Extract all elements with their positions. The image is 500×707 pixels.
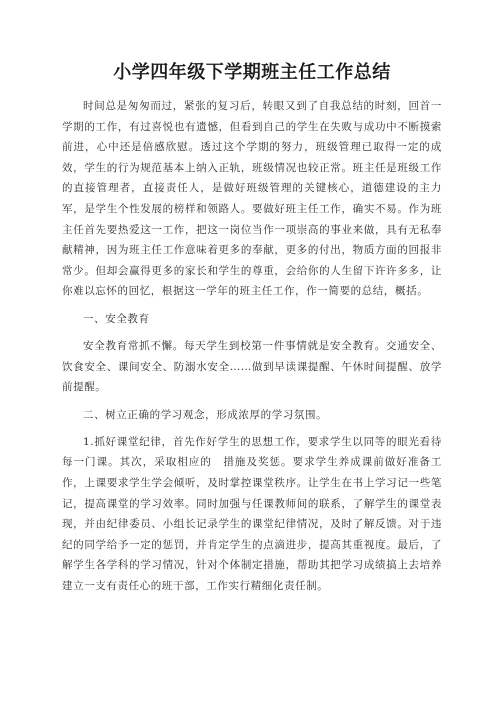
learning-paragraph: 1.抓好课堂纪律，首先作好学生的思想工作，要求学生以同等的眼光看待每一门课。其次，采取相应的 措施及奖惩。要求学生养成课前做好准备工作，上课要求学生学会倾听，及时掌控课堂秩序。让学生在书上学习记一些笔记，提高课堂的学习效率。同时加强与任课教师间的联系，了解学生的课堂表现，并由纪律委员、小组长记录学生的课堂纪律情况，及时了解反馈。对于违纪的同学给予一定的惩罚，并肯定学生的点滴进步，提高其重视度。最后，了解学生各学科的学习情况，针对个体制定措施，帮助其把学习成绩搞上去培养建立一支有责任心的班干部，工作实行精细化责任制。 bbox=[62, 435, 442, 592]
document-title: 小学四年级下学期班主任工作总结 bbox=[113, 62, 391, 83]
intro-paragraph: 时间总是匆匆而过，紧张的复习后，转眼又到了自我总结的时刻，回首一学期的工作，有过喜悦也有遗憾，但看到自己的学生在失败与成功中不断摸索前进，心中还是倍感欣慰。透过这个学期的努力，班级管理已取得一定的成效，学生的行为规范基本上纳入正轨，班级情况也较正常。班主任是班级工作的直接管理者，直接责任人，是做好班级管理的关键核心，道德建设的主力军，是学生个性发展的榜样和领路人。要做好班主任工作，确实不易。作为班主任首先要热爱这一工作，把这一岗位当作一项崇高的事业来做，具有无私奉献精神，因为班主任工作意味着更多的奉献，更多的付出，物质方面的回报非常少。但却会赢得更多的家长和学生的尊重，会给你的人生留下许许多多，让你难以忘怀的回忆，根据这一学年的班主任工作，作一简要的总结，概括。 bbox=[62, 100, 442, 298]
section-heading-safety: 一、安全教育 bbox=[83, 312, 150, 325]
safety-paragraph: 安全教育常抓不懈。每天学生到校第一件事情就是安全教育。交通安全、饮食安全、课间安全、防溺水安全……做到早读课提醒、午休时间提醒、放学前提醒。 bbox=[62, 339, 442, 394]
section-heading-learning: 二、树立正确的学习观念，形成浓厚的学习氛围。 bbox=[83, 408, 328, 421]
